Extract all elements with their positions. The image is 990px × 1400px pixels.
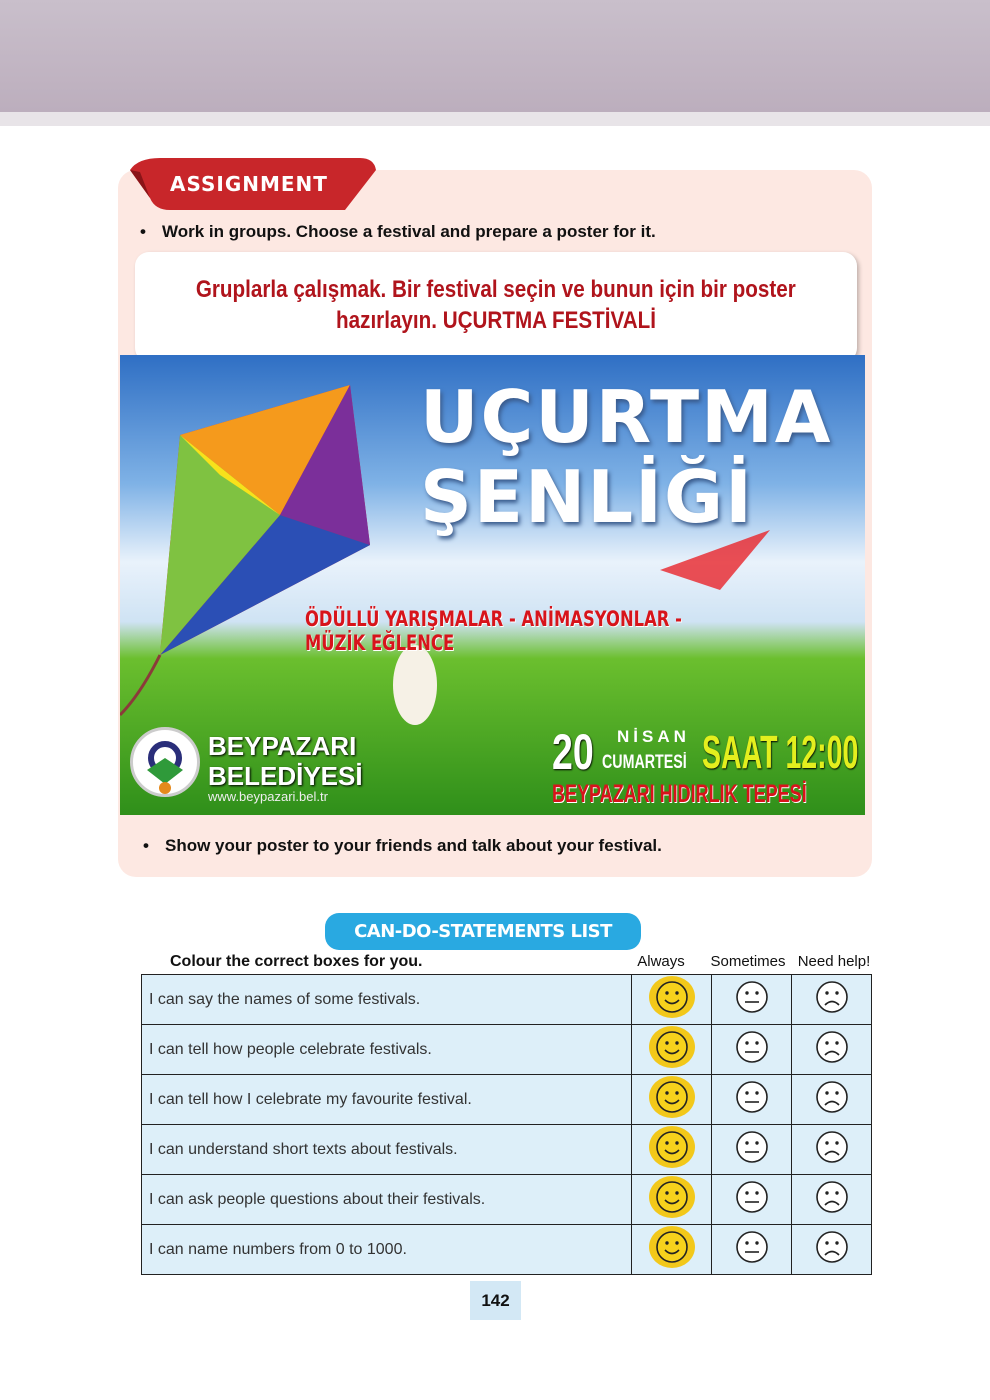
table-row	[142, 1125, 872, 1175]
organizer-line-1: BEYPAZARI	[208, 731, 357, 761]
rating-box-needhelp[interactable]	[792, 975, 872, 1025]
poster-time: SAAT 12:00	[702, 726, 859, 778]
neutral-face-icon	[727, 1175, 777, 1219]
can-do-table	[141, 974, 872, 1275]
table-row	[142, 1225, 872, 1275]
rating-box-always[interactable]	[632, 1075, 712, 1125]
happy-face-icon	[647, 1225, 697, 1269]
poster-title-2: ŞENLİĞİ	[420, 455, 754, 539]
rating-box-sometimes[interactable]	[712, 1175, 792, 1225]
rating-box-needhelp[interactable]	[792, 1175, 872, 1225]
poster-weekday: CUMARTESİ	[602, 752, 687, 773]
happy-face-icon	[647, 1175, 697, 1219]
neutral-face-icon	[727, 1075, 777, 1119]
happy-face-icon	[647, 1075, 697, 1119]
statement-text: I can name numbers from 0 to 1000.	[142, 1225, 632, 1275]
column-header-always: Always	[637, 953, 685, 970]
rating-box-sometimes[interactable]	[712, 1225, 792, 1275]
rating-box-sometimes[interactable]	[712, 1025, 792, 1075]
poster-day: 20	[552, 724, 594, 780]
happy-face-icon	[647, 1025, 697, 1069]
sad-face-icon	[807, 1175, 857, 1219]
bullet-text: Work in groups. Choose a festival and prepare a poster for it.	[162, 222, 656, 241]
table-row	[142, 1175, 872, 1225]
sad-face-icon	[807, 1075, 857, 1119]
column-header-sometimes: Sometimes	[710, 953, 786, 970]
rating-box-always[interactable]	[632, 1025, 712, 1075]
assignment-ribbon	[130, 158, 376, 210]
statement-text: I can tell how I celebrate my favourite festival.	[142, 1075, 632, 1125]
rating-box-sometimes[interactable]	[712, 975, 792, 1025]
statement-text: I can tell how people celebrate festivals.	[142, 1025, 632, 1075]
rating-box-needhelp[interactable]	[792, 1225, 872, 1275]
can-do-title: CAN-DO-STATEMENTS LIST	[325, 913, 641, 950]
header-strip	[0, 112, 990, 126]
sad-face-icon	[807, 1025, 857, 1069]
page-number: 142	[470, 1281, 521, 1320]
neutral-face-icon	[727, 1225, 777, 1269]
neutral-face-icon	[727, 1025, 777, 1069]
statement-text: I can ask people questions about their festivals.	[142, 1175, 632, 1225]
rating-box-needhelp[interactable]	[792, 1025, 872, 1075]
column-header-need-help: Need help!	[797, 953, 871, 970]
poster-title-1: UÇURTMA	[420, 375, 833, 459]
bullet-text: Show your poster to your friends and talk about your festival.	[165, 836, 662, 855]
municipality-logo	[130, 727, 200, 797]
rating-box-always[interactable]	[632, 1175, 712, 1225]
rating-box-needhelp[interactable]	[792, 1075, 872, 1125]
sad-face-icon	[807, 1125, 857, 1169]
sad-face-icon	[807, 975, 857, 1019]
rating-box-always[interactable]	[632, 1225, 712, 1275]
poster-organizer	[208, 731, 363, 791]
poster-place: BEYPAZARI HIDIRLIK TEPESİ	[552, 780, 807, 808]
neutral-face-icon	[727, 1125, 777, 1169]
bullet-instruction-2: • Show your poster to your friends and talk about your festival.	[143, 836, 662, 855]
statement-text: I can say the names of some festivals.	[142, 975, 632, 1025]
table-row	[142, 975, 872, 1025]
poster-website: www.beypazari.bel.tr	[208, 789, 328, 804]
festival-poster	[120, 355, 865, 815]
assignment-title: ASSIGNMENT	[170, 172, 328, 196]
table-row	[142, 1075, 872, 1125]
sad-face-icon	[807, 1225, 857, 1269]
organizer-line-2: BELEDİYESİ	[208, 761, 363, 791]
rating-box-always[interactable]	[632, 975, 712, 1025]
rating-box-sometimes[interactable]	[712, 1075, 792, 1125]
rating-box-sometimes[interactable]	[712, 1125, 792, 1175]
turkish-instruction-card	[135, 252, 857, 362]
statement-text: I can understand short texts about festivals.	[142, 1125, 632, 1175]
bullet-instruction-1: • Work in groups. Choose a festival and prepare a poster for it.	[140, 222, 656, 241]
top-header-band	[0, 0, 990, 112]
can-do-instruction: Colour the correct boxes for you.	[170, 953, 423, 970]
neutral-face-icon	[727, 975, 777, 1019]
rating-box-needhelp[interactable]	[792, 1125, 872, 1175]
happy-face-icon	[647, 1125, 697, 1169]
rating-box-always[interactable]	[632, 1125, 712, 1175]
poster-events: ÖDÜLLÜ YARIŞMALAR - ANİMASYONLAR - MÜZİK EĞLENCE	[305, 607, 682, 655]
table-row	[142, 1025, 872, 1075]
turkish-line-2: hazırlayın. UÇURTMA FESTİVALİ	[336, 307, 656, 334]
turkish-line-1: Gruplarla çalışmak. Bir festival seçin ve bunun için bir poster	[196, 276, 796, 303]
happy-face-icon	[647, 975, 697, 1019]
poster-month: NİSAN	[617, 727, 690, 746]
